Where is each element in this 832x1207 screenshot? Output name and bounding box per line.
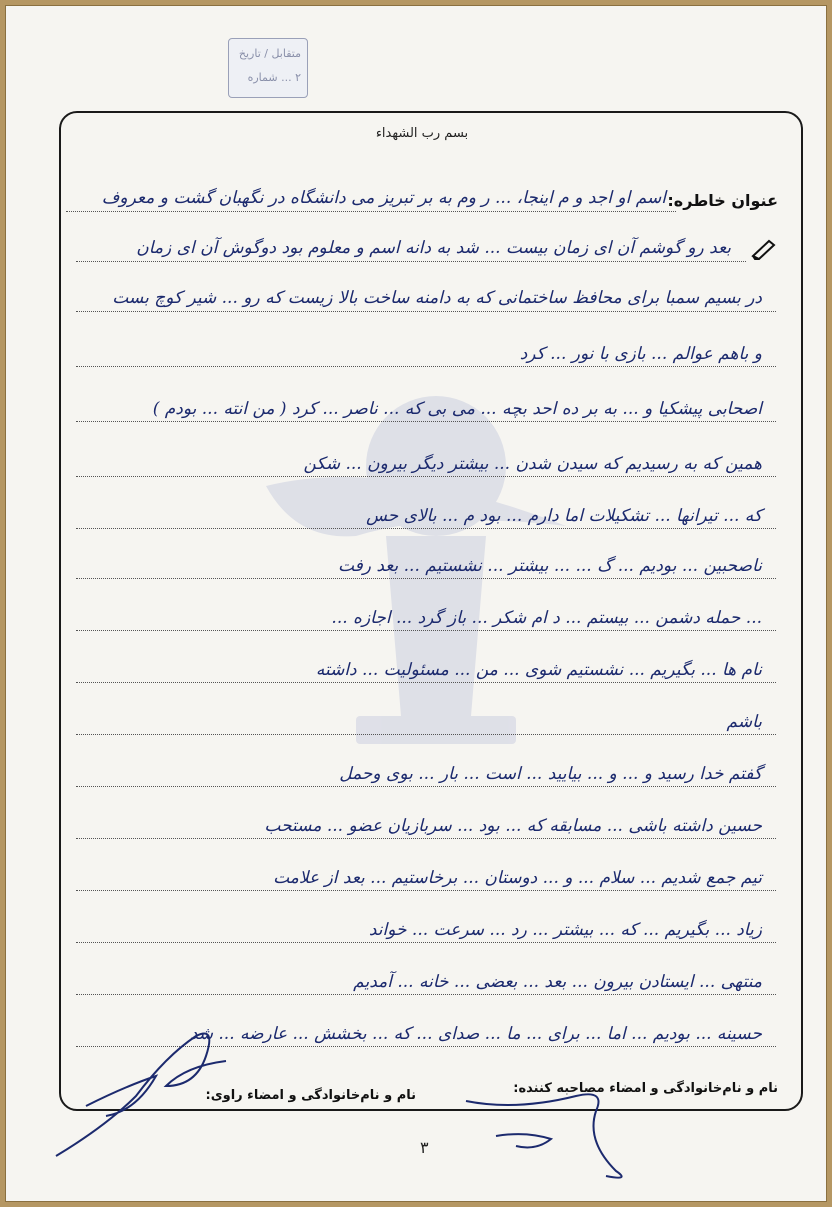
pen-icon bbox=[751, 238, 777, 260]
document-page bbox=[5, 5, 827, 1202]
handwriting-line-11: گفتم خدا رسید و ... و ... بیایید ... است ... بار ... بوی وحمل bbox=[339, 764, 762, 784]
handwriting-line-14: زیاد ... بگیریم ... که ... بیشتر ... رد ... سرعت ... خواند bbox=[368, 920, 762, 940]
memory-title-label: عنوان خاطره: bbox=[667, 191, 778, 210]
page-number: ۳ bbox=[420, 1138, 429, 1157]
dotted-line-10 bbox=[76, 734, 776, 735]
handwriting-line-1: بعد رو گوشم آن ای زمان بیست ... شد به دانه اسم و معلوم بود دوگوش آن ای زمان bbox=[136, 238, 731, 258]
handwriting-line-10: باشم bbox=[726, 712, 762, 732]
dotted-line-13 bbox=[76, 890, 776, 891]
dotted-line-9 bbox=[76, 682, 776, 683]
handwriting-line-8: ... حمله دشمن ... بیستم ... د ام شکر ... باز گرد ... اجازه ... bbox=[331, 608, 762, 628]
memory-title-handwriting: اسم او اجد و م اینجا، ... ر وم به بر تبریز می دانشگاه در نگهبان گشت و معروف bbox=[101, 188, 666, 208]
dotted-line-7 bbox=[76, 578, 776, 579]
stamp-line-1: متقابل / تاریخ bbox=[238, 47, 301, 60]
handwriting-line-9: نام ها ... بگیریم ... نشستیم شوی ... من ... مسئولیت ... داشته bbox=[315, 660, 762, 680]
handwriting-line-16: حسینه ... بودیم ... اما ... برای ... ما ... صدای ... که ... بخشش ... عارضه ... شد bbox=[189, 1024, 762, 1044]
handwriting-line-15: منتهی ... ایستادن بیرون ... بعد ... بعضی ... خانه ... آمدیم bbox=[353, 972, 762, 992]
handwriting-line-3: و باهم عوالم ... بازی با نور ... کرد bbox=[519, 344, 762, 364]
handwriting-line-5: همین که به رسیدیم که سیدن شدن ... بیشتر دیگر بیرون ... شکن bbox=[303, 454, 762, 474]
dotted-line-3 bbox=[76, 366, 776, 367]
title-dotted-line bbox=[66, 211, 676, 212]
interviewer-signature bbox=[456, 1081, 656, 1191]
stamp-line-2: ۲ ... شماره bbox=[247, 71, 301, 84]
handwriting-line-13: تیم جمع شدیم ... سلام ... و ... دوستان ... برخاستیم ... بعد از علامت bbox=[273, 868, 762, 888]
handwriting-line-6: که ... تیرانها ... تشکیلات اما دارم ... بود م ... بالای حس bbox=[366, 506, 762, 526]
dotted-line-2 bbox=[76, 311, 776, 312]
dotted-line-1 bbox=[76, 261, 746, 262]
handwriting-line-2: در بسیم سمبا برای محافظ ساختمانی که به دامنه ساخت بالا زیست که رو ... شیر کوچ بست bbox=[112, 288, 762, 308]
dotted-line-14 bbox=[76, 942, 776, 943]
narrator-signature bbox=[46, 1016, 246, 1166]
interviewer-signature-label: نام و نام‌خانوادگی و امضاء مصاحبه کننده: bbox=[513, 1081, 778, 1096]
dotted-line-6 bbox=[76, 528, 776, 529]
handwriting-line-12: حسین داشته باشی ... مسابقه که ... بود ... سربازیان عضو ... مستحب bbox=[264, 816, 762, 836]
dotted-line-11 bbox=[76, 786, 776, 787]
dotted-line-15 bbox=[76, 994, 776, 995]
bismillah-header: بسم رب الشهداء bbox=[375, 126, 469, 141]
dotted-line-5 bbox=[76, 476, 776, 477]
dotted-line-8 bbox=[76, 630, 776, 631]
narrator-signature-label: نام و نام‌خانوادگی و امضاء راوی: bbox=[205, 1088, 416, 1103]
handwriting-line-7: ناصحبین ... بودیم ... گ ... ... بیشتر ... نشستیم ... بعد رفت bbox=[337, 556, 762, 576]
dotted-line-12 bbox=[76, 838, 776, 839]
handwriting-line-4: اصحابی پیشکیا و ... به بر ده احد بچه ... می بی که ... ناصر ... کرد ( من انته ... بودم ) bbox=[152, 399, 762, 419]
received-stamp bbox=[228, 38, 308, 98]
dotted-line-4 bbox=[76, 421, 776, 422]
